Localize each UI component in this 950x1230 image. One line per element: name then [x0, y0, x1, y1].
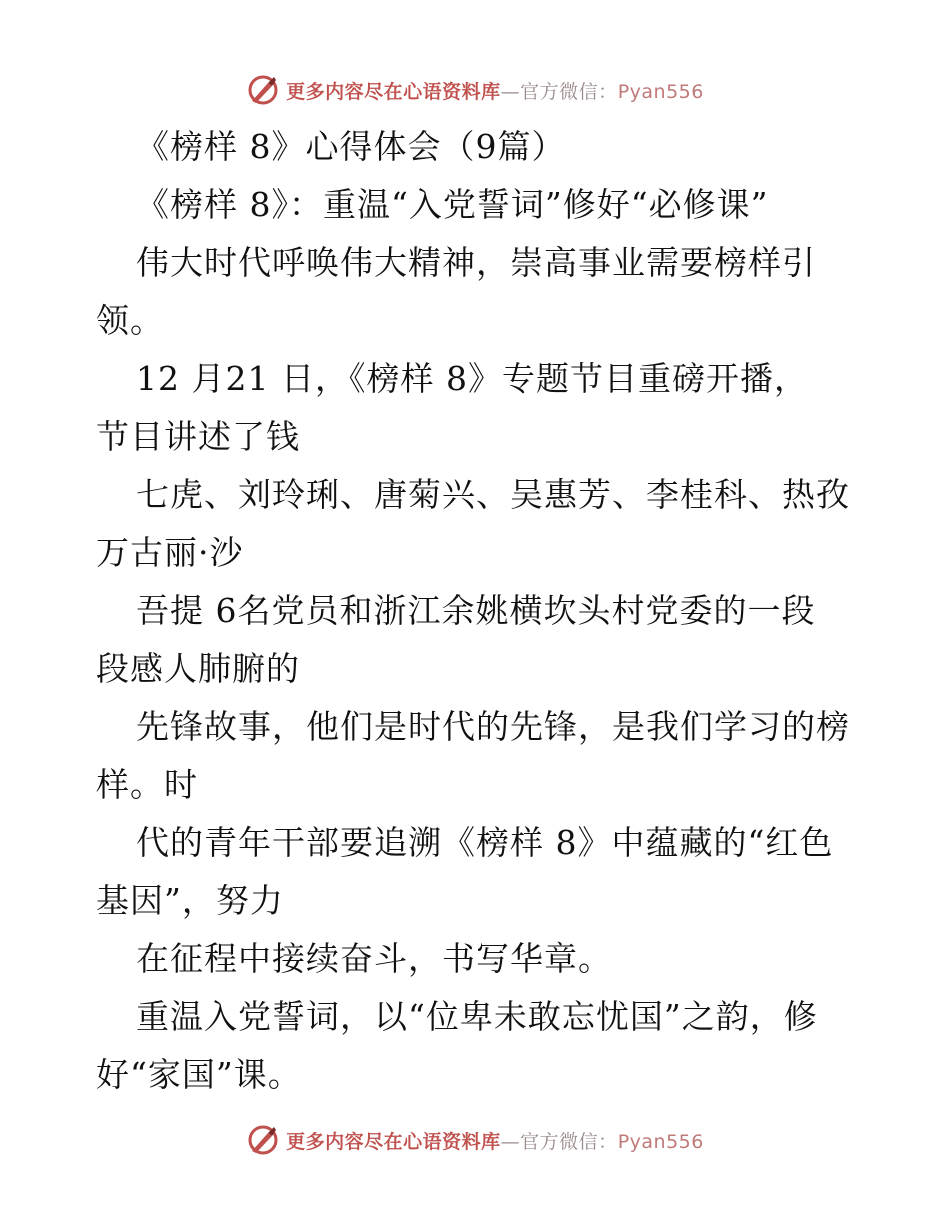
paragraph-line: 七虎、刘玲琍、唐菊兴、吴惠芳、李桂科、热孜 [136, 475, 850, 514]
paragraph-line: 伟大时代呼唤伟大精神，崇高事业需要榜样引 [136, 243, 816, 282]
banner-site: 更多内容尽在心语资料库 [286, 1130, 501, 1153]
paragraph-line: 领。 [96, 301, 164, 340]
paragraph-line: 吾提 6名党员和浙江余姚横坎头村党委的一段 [136, 591, 816, 630]
banner-official: 官方微信： [520, 80, 618, 103]
banner-text [286, 1127, 704, 1154]
paragraph-line: 先锋故事，他们是时代的先锋，是我们学习的榜 [136, 707, 850, 746]
banner-wechat: Pyan556 [617, 1130, 704, 1153]
doc-subtitle: 《榜样 8》：重温“入党誓词”修好“必修课” [136, 185, 769, 224]
paragraph-line: 万古丽·沙 [96, 533, 244, 572]
paragraph-line: 好“家国”课。 [96, 1055, 302, 1094]
paragraph-line: 节目讲述了钱 [96, 417, 300, 456]
banner-text [286, 77, 704, 104]
pen-circle-logo-icon [246, 73, 280, 107]
banner-dash: — [500, 1130, 521, 1153]
paragraph-line: 样。时 [96, 765, 198, 804]
paragraph-line: 基因”，努力 [96, 881, 284, 920]
paragraph-line: 12 月21 日，《榜样 8》专题节目重磅开播， [136, 359, 808, 398]
paragraph-line: 在征程中接续奋斗，书写华章。 [136, 939, 612, 978]
paragraph-line: 代的青年干部要追溯《榜样 8》中蕴藏的“红色 [136, 823, 834, 862]
pen-circle-logo-icon [246, 1123, 280, 1157]
doc-title: 《榜样 8》心得体会（9篇） [136, 127, 566, 166]
banner-site: 更多内容尽在心语资料库 [286, 80, 501, 103]
banner-dash: — [500, 80, 521, 103]
banner-official: 官方微信： [520, 1130, 618, 1153]
paragraph-line: 段感人肺腑的 [96, 649, 300, 688]
paragraph-line: 重温入党誓词，以“位卑未敢忘忧国”之韵，修 [136, 997, 818, 1036]
footer-banner [0, 1120, 950, 1160]
document-body [96, 118, 856, 1104]
banner-wechat: Pyan556 [617, 80, 704, 103]
header-banner [0, 70, 950, 110]
